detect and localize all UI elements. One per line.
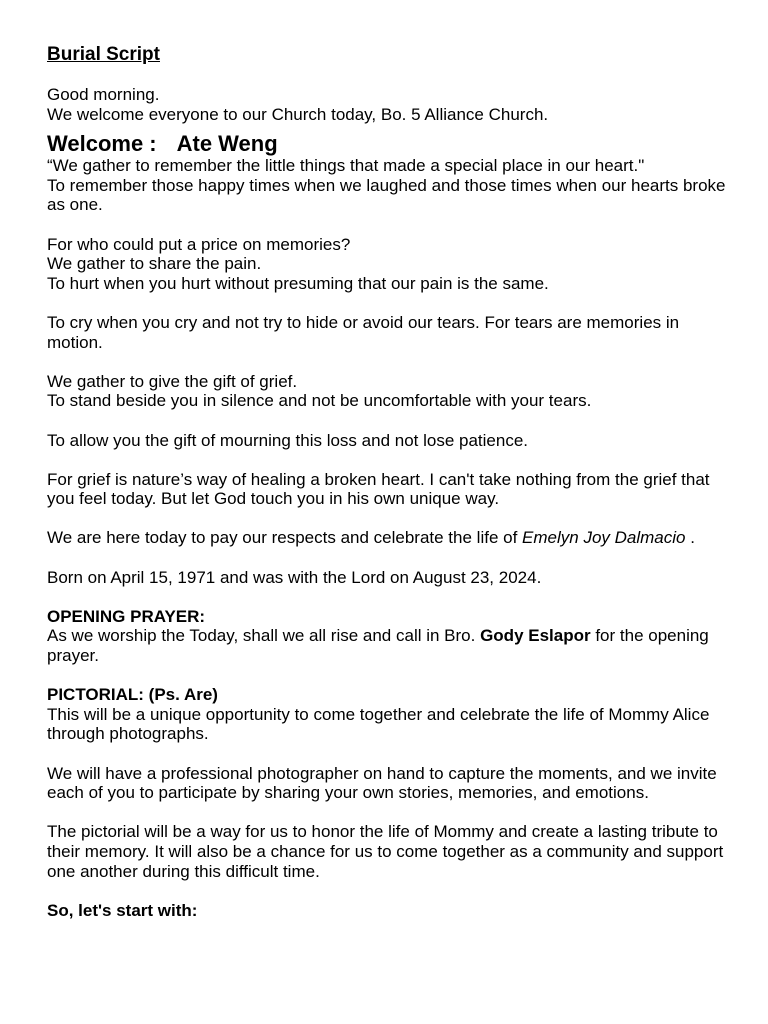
respects-end: . xyxy=(685,528,695,548)
opening-prayer-text-end: for the opening prayer. xyxy=(47,626,709,666)
respects-text: We are here today to pay our respects and celebrate the life of xyxy=(47,528,523,548)
mourning-line: To allow you the gift of mourning this loss and not lose patience. xyxy=(47,430,529,450)
welcome-label: Welcome : xyxy=(47,131,157,157)
born-line: Born on April 15, 1971 and was with the Lord on August 23, 2024. xyxy=(47,567,542,587)
document-title: Burial Script xyxy=(47,44,160,65)
pictorial-paragraph-1: This will be a unique opportunity to come together and celebrate the life of Mommy Alice through photographs. xyxy=(47,704,710,744)
price-line: For who could put a price on memories? xyxy=(47,234,351,254)
pictorial-paragraph-3: The pictorial will be a way for us to honor the life of Mommy and create a lasting tribute to their memory. It will also be a chance for us to come together as a community and support one another during this difficult time. xyxy=(47,822,724,881)
share-pain-line: We gather to share the pain. xyxy=(47,254,262,274)
cry-paragraph: To cry when you cry and not try to hide or avoid our tears. For tears are memories in motion. xyxy=(47,312,680,352)
opening-prayer-heading: OPENING PRAYER: xyxy=(47,606,206,626)
pictorial-paragraph-2: We will have a professional photographer on hand to capture the moments, and we invite each of you to participate by sharing your own stories, memories, and emotions. xyxy=(47,763,717,803)
stand-line: To stand beside you in silence and not be uncomfortable with your tears. xyxy=(47,391,592,411)
happy-times-paragraph: To remember those happy times when we laughed and those times when our hearts broke as one. xyxy=(47,175,726,215)
quote-paragraph: “We gather to remember the little things that made a special place in our heart." xyxy=(47,156,645,176)
deceased-name: Emelyn Joy Dalmacio xyxy=(522,528,686,548)
opening-prayer-person: Gody Eslapor xyxy=(480,626,591,646)
welcome-speaker: Ate Weng xyxy=(176,131,278,157)
greeting-line: Good morning. xyxy=(47,85,160,104)
pictorial-heading: PICTORIAL: (Ps. Are) xyxy=(47,685,218,705)
closing-line: So, let's start with: xyxy=(47,900,198,920)
hurt-line: To hurt when you hurt without presuming that our pain is the same. xyxy=(47,273,549,293)
respects-paragraph xyxy=(47,528,727,548)
welcome-line: We welcome everyone to our Church today, Bo. 5 Alliance Church. xyxy=(47,104,549,124)
welcome-heading xyxy=(47,132,727,156)
opening-prayer-text: As we worship the Today, shall we all rise and call in Bro. xyxy=(47,626,481,646)
nature-paragraph: For grief is nature’s way of healing a broken heart. I can't take nothing from the grief that you feel today. But let God touch you in his own unique way. xyxy=(47,469,710,509)
document-body xyxy=(47,44,727,920)
gift-line: We gather to give the gift of grief. xyxy=(47,371,298,391)
opening-prayer-paragraph xyxy=(47,626,727,665)
